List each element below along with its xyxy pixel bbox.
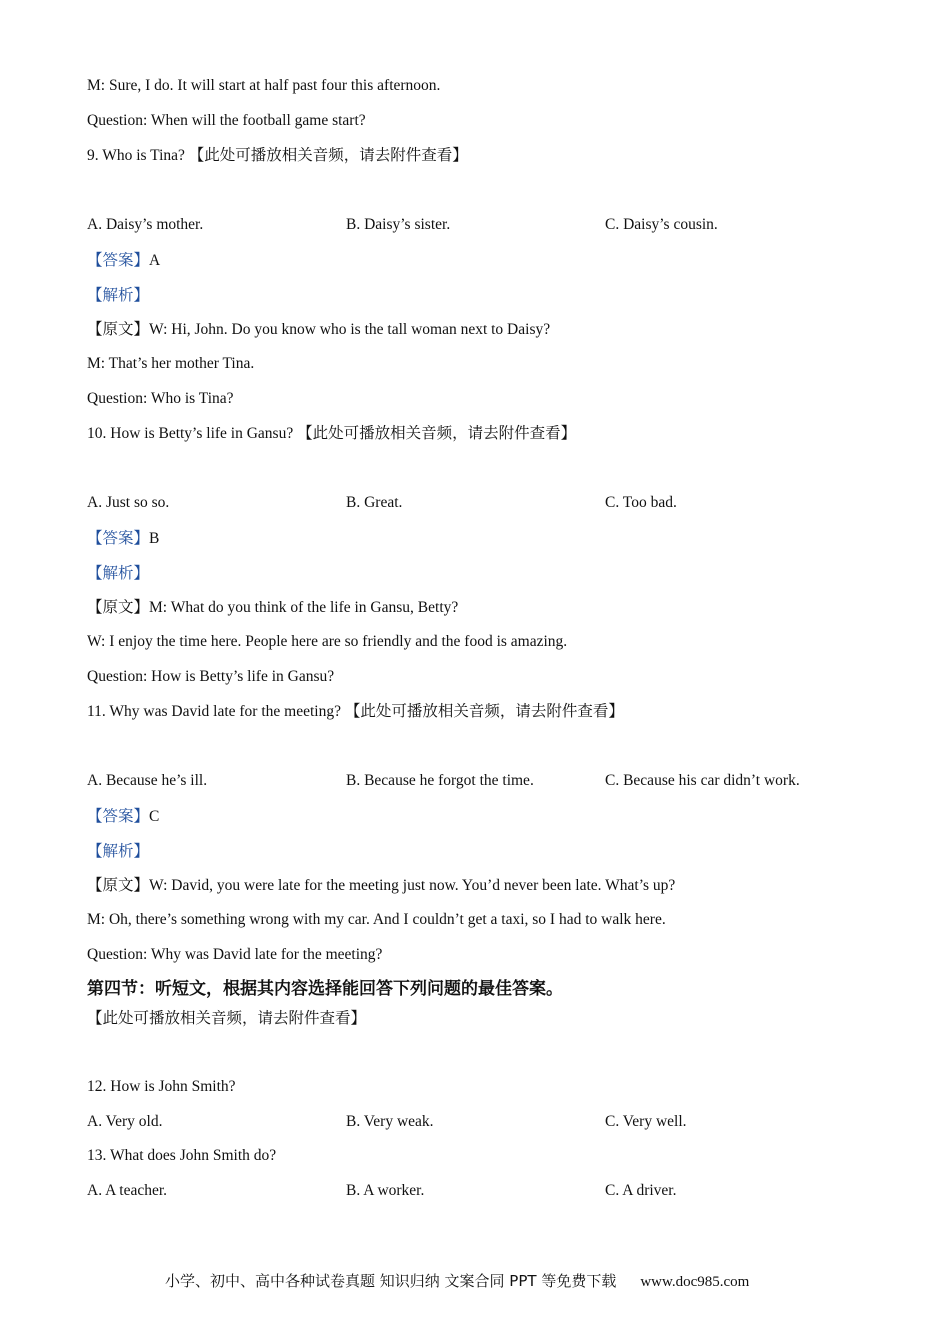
script-line: M: Oh, there’s something wrong with my car. And I couldn’t get a taxi, so I had to walk here.	[87, 911, 666, 928]
script-text: W: David, you were late for the meeting just now. You’d never been late. What’s up?	[149, 877, 676, 894]
question-11	[87, 701, 624, 722]
option-b: B. A worker.	[346, 1182, 425, 1199]
script-text: M: What do you think of the life in Gansu, Betty?	[149, 599, 459, 616]
analysis-tag: 【解析】	[87, 286, 150, 304]
analysis-line	[87, 563, 149, 584]
option-b: B. Great.	[346, 494, 403, 511]
analysis-tag: 【解析】	[87, 842, 150, 860]
script-question: Question: Why was David late for the meeting?	[87, 946, 383, 963]
answer-line	[87, 250, 160, 271]
script-question: Question: How is Betty’s life in Gansu?	[87, 668, 335, 685]
answer-line	[87, 528, 159, 549]
answer-value: B	[149, 530, 160, 547]
script-line	[87, 597, 458, 618]
page-footer	[165, 1270, 749, 1291]
dialog-line: M: Sure, I do. It will start at half past four this afternoon.	[87, 77, 441, 94]
question-text: 10. How is Betty’s life in Gansu?	[87, 425, 298, 442]
analysis-tag: 【解析】	[87, 564, 150, 582]
section-audio-note: 【此处可播放相关音频，请去附件查看】	[87, 1009, 367, 1027]
script-text: W: Hi, John. Do you know who is the tall woman next to Daisy?	[149, 321, 551, 338]
option-a: A. Because he’s ill.	[87, 772, 208, 789]
question-13: 13. What does John Smith do?	[87, 1147, 277, 1164]
footer-text: 小学、初中、高中各种试卷真题 知识归纳 文案合同 PPT 等免费下载	[165, 1272, 617, 1290]
option-b: B. Because he forgot the time.	[346, 772, 534, 789]
answer-value: A	[149, 252, 161, 269]
question-10	[87, 423, 576, 444]
original-tag: 【原文】	[87, 876, 150, 894]
option-a: A. Daisy’s mother.	[87, 216, 204, 233]
answer-tag: 【答案】	[87, 807, 150, 825]
option-a: A. Very old.	[87, 1113, 163, 1130]
section-title: 第四节：听短文，根据其内容选择能回答下列问题的最佳答案。	[87, 979, 563, 999]
audio-note: 【此处可播放相关音频，请去附件查看】	[188, 146, 468, 164]
option-c: C. Very well.	[605, 1113, 687, 1130]
original-tag: 【原文】	[87, 598, 150, 616]
option-a: A. Just so so.	[87, 494, 170, 511]
option-c: C. Daisy’s cousin.	[605, 216, 718, 233]
option-b: B. Daisy’s sister.	[346, 216, 451, 233]
analysis-line	[87, 841, 149, 862]
option-a: A. A teacher.	[87, 1182, 168, 1199]
question-9	[87, 145, 468, 166]
option-c: C. Too bad.	[605, 494, 677, 511]
script-line	[87, 875, 675, 896]
answer-line	[87, 806, 159, 827]
question-text: 11. Why was David late for the meeting?	[87, 703, 345, 720]
footer-link[interactable]: www.doc985.com	[640, 1274, 750, 1290]
original-tag: 【原文】	[87, 320, 150, 338]
audio-note: 【此处可播放相关音频，请去附件查看】	[297, 424, 577, 442]
answer-value: C	[149, 808, 160, 825]
script-line	[87, 319, 550, 340]
script-line: M: That’s her mother Tina.	[87, 355, 255, 372]
answer-tag: 【答案】	[87, 529, 150, 547]
script-question: Question: Who is Tina?	[87, 390, 234, 407]
script-line: W: I enjoy the time here. People here are so friendly and the food is amazing.	[87, 633, 568, 650]
analysis-line	[87, 285, 149, 306]
option-c: C. A driver.	[605, 1182, 677, 1199]
option-b: B. Very weak.	[346, 1113, 434, 1130]
question-line: Question: When will the football game start?	[87, 112, 366, 129]
answer-tag: 【答案】	[87, 251, 150, 269]
audio-note: 【此处可播放相关音频，请去附件查看】	[344, 702, 624, 720]
question-text: 9. Who is Tina?	[87, 147, 189, 164]
question-12: 12. How is John Smith?	[87, 1078, 236, 1095]
option-c: C. Because his car didn’t work.	[605, 772, 800, 789]
